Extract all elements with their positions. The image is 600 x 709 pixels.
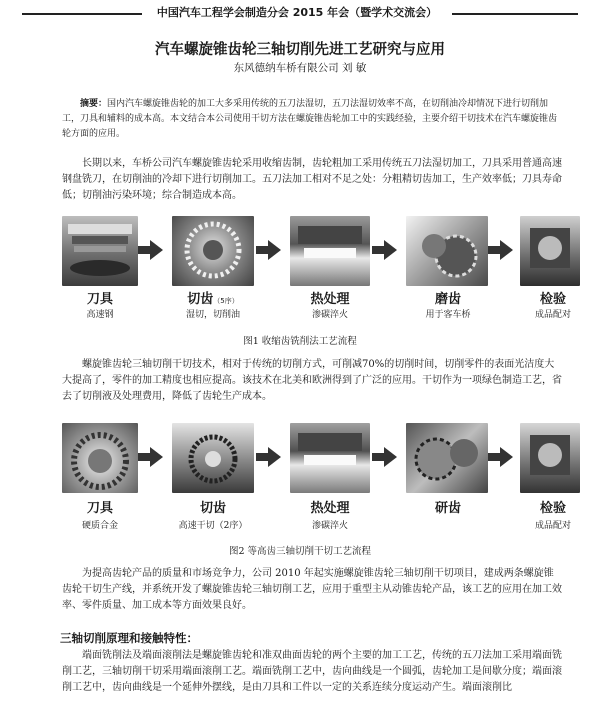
photo-carbide-cutter [62, 423, 138, 493]
abstract-text: 国内汽车螺旋锥齿轮的加工大多采用传统的五刀法湿切，五刀法湿切效率不高，在切削油冷却情况下进行切削加工，刀具和辅料的成本高。本文结合本公司使用干切方法在螺旋锥齿轮加工中的实践经验，主要介绍干切技术在汽车螺旋锥齿轮方面的应用。 [62, 99, 558, 139]
photo-lapping [406, 423, 488, 493]
fig2-step-1-desc: 硬质合金 [81, 521, 118, 531]
section-heading: 三轴切削原理和接触特性： [60, 631, 198, 645]
header-text: 中国汽车工程学会制造分会 2015 年会（暨学术交流会） [156, 6, 438, 19]
fig1-step-1-desc: 高速钢 [86, 310, 114, 320]
fig1-step-2-name: 切齿（5序） [187, 292, 239, 307]
fig1-step-5-desc: 成品配对 [534, 310, 571, 320]
figure-2-caption: 图2 等高齿三轴切削干切工艺流程 [228, 546, 372, 557]
figure-1-caption: 图1 收缩齿铣削法工艺流程 [243, 336, 357, 347]
fig2-step-5-name: 检验 [539, 501, 566, 516]
header-rule-left [22, 13, 142, 15]
fig1-step-2-desc: 湿切，切削油 [185, 310, 240, 320]
arrow-3 [384, 240, 397, 260]
photo-cutting [172, 216, 254, 286]
arrow-2 [268, 240, 281, 260]
arrow-7 [384, 447, 397, 467]
paragraph-intro: 长期以来，车桥公司汽车螺旋锥齿轮采用收缩齿制，齿轮粗加工采用传统五刀法湿切加工，刀具采用普通高速钢盘铣刀，在切削油的冷却下进行切削加工。五刀法加工相对不足之处：分粗精切齿加工，生产效率低；刀具寿命低；切削油污染环境；综合制造成本高。 [62, 158, 562, 201]
fig2-step-3-name: 热处理 [310, 501, 350, 516]
article-author: 东风德纳车桥有限公司 刘 敏 [233, 62, 367, 74]
paragraph-dry-cut: 螺旋锥齿轮三轴切削干切技术，相对于传统的切削方式，可削减70%的切削时间，切削零件的表面光洁度大大提高了，零件的加工精度也相应提高。该技术在北美和欧洲得到了广泛的应用。干切作为一项绿色制造工艺，省去了切削液及处理费用，降低了齿轮生产成本。 [62, 359, 562, 402]
figure-2 [0, 423, 600, 543]
fig1-step-4-desc: 用于客车桥 [425, 310, 471, 320]
abstract-label: 摘要： [80, 99, 108, 109]
running-header [0, 4, 600, 24]
fig1-step-4-name: 磨齿 [434, 292, 461, 307]
fig2-step-5-desc: 成品配对 [534, 521, 571, 531]
arrow-1 [150, 240, 163, 260]
fig1-step-1-name: 刀具 [86, 292, 113, 307]
figure-1 [0, 216, 600, 336]
photo-cutter [62, 216, 138, 286]
fig2-step-1-name: 刀具 [86, 501, 113, 516]
photo-inspection-2 [520, 423, 580, 493]
photo-inspection [520, 216, 580, 286]
photo-heat-treatment [290, 216, 370, 286]
fig2-step-4-name: 研齿 [434, 501, 461, 516]
fig1-step-3-name: 热处理 [310, 292, 350, 307]
photo-grinding [406, 216, 488, 286]
photo-heat-treatment-2 [290, 423, 370, 493]
abstract [62, 97, 562, 142]
article-title: 汽车螺旋锥齿轮三轴切削先进工艺研究与应用 [155, 42, 445, 58]
fig1-step-3-desc: 渗碳淬火 [311, 310, 348, 320]
paragraph-project: 为提高齿轮产品的质量和市场竞争力，公司 2010 年起实施螺旋锥齿轮三轴切削干切项目，建成两条螺旋锥齿轮干切生产线，并系统开发了螺旋锥齿轮三轴切削工艺，应用于重型主从动锥齿轮产品，该工艺的应用在加工效率、零件质量、加工成本等方面效果良好。 [62, 568, 562, 611]
paragraph-principle: 端面铣削法及端面滚削法是螺旋锥齿轮和准双曲面齿轮的两个主要的加工工艺，传统的五刀法加工采用端面铣削工艺，三轴切削干切采用端面滚削工艺。端面铣削工艺中，齿向曲线是一个圆弧，齿轮加工是间歇分度；端面滚削工艺中，齿向曲线是一个延伸外摆线，是由刀具和工件以一定的关系连续分度运动产生。端面滚削比 [62, 650, 562, 693]
fig2-step-2-desc: 高速干切（2序） [178, 521, 248, 531]
arrow-4 [500, 240, 513, 260]
header-rule-right [452, 13, 578, 15]
fig2-step-2-name: 切齿 [199, 501, 226, 516]
fig2-step-3-desc: 渗碳淬火 [311, 521, 348, 531]
arrow-6 [268, 447, 281, 467]
arrow-8 [500, 447, 513, 467]
arrow-5 [150, 447, 163, 467]
photo-dry-cutting [172, 423, 254, 493]
fig1-step-5-name: 检验 [539, 292, 566, 307]
